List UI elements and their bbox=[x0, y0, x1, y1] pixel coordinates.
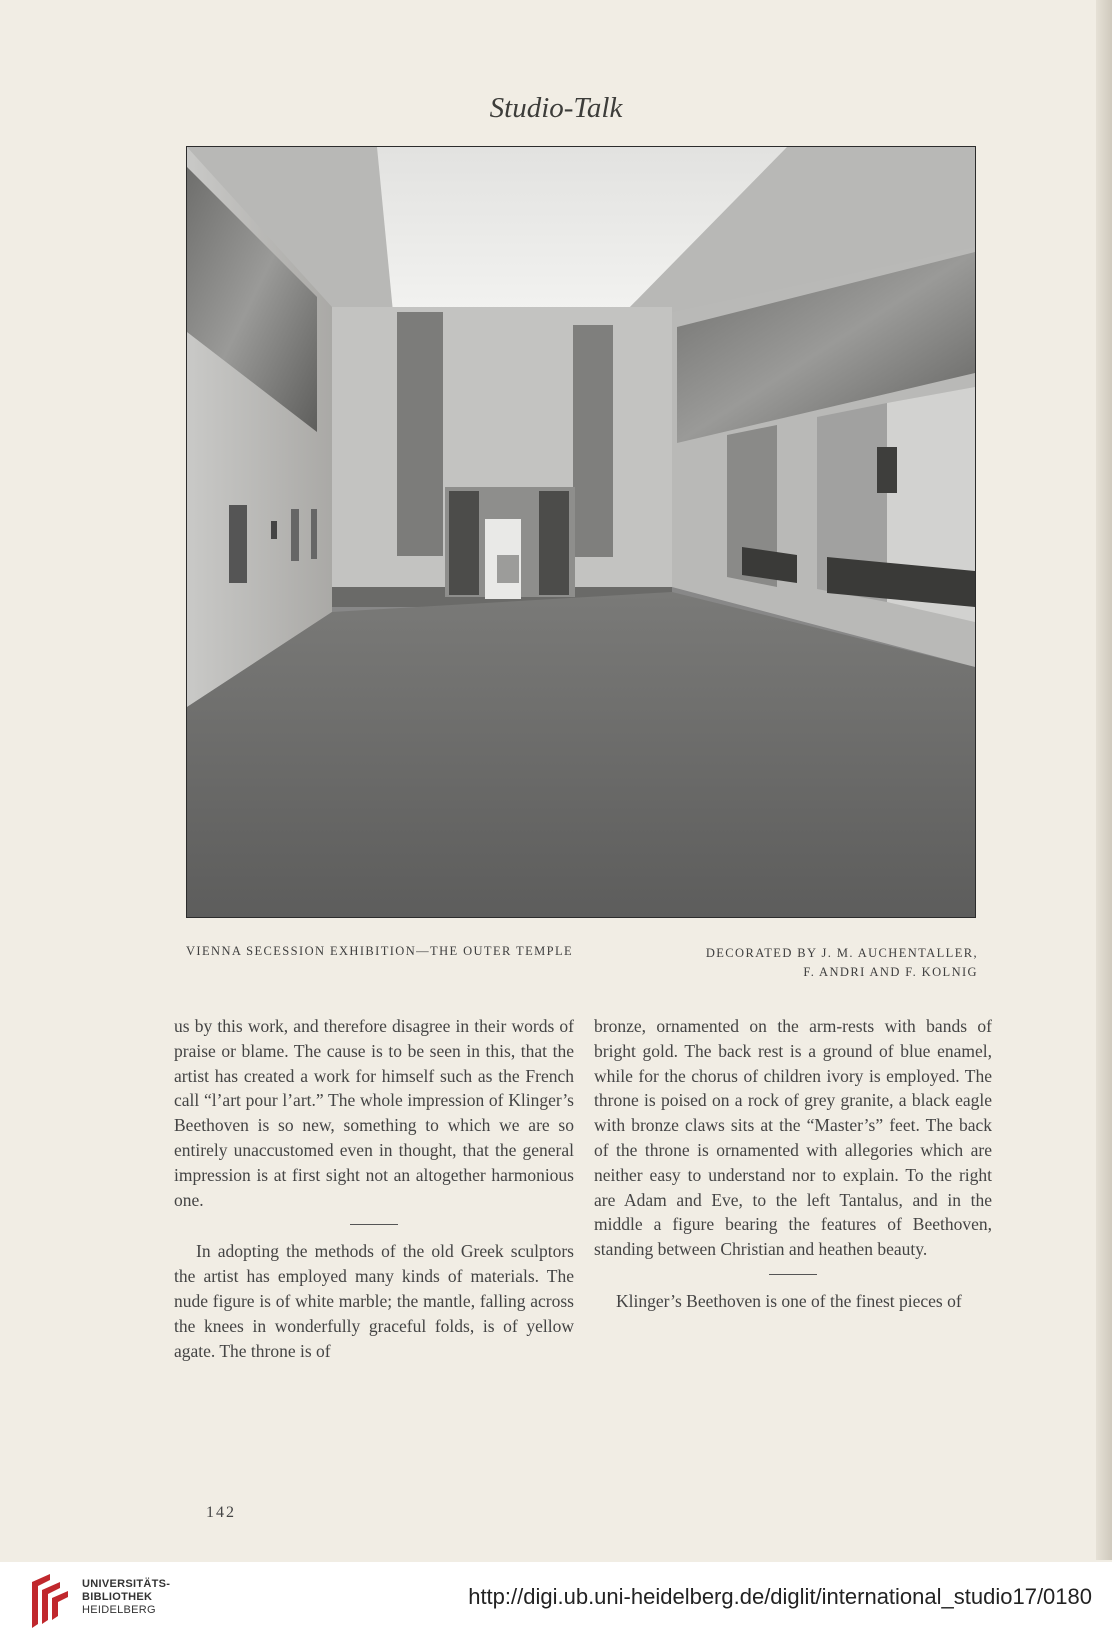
plate-caption-title: VIENNA SECESSION EXHIBITION—THE OUTER TEMPLE bbox=[186, 944, 574, 958]
left-paragraph-1: us by this work, and therefore disagree in their words of praise or blame. The cause is to be seen in this, that the artist has created a work for himself such as the French call “l’art pour l’art.” The whole impression of Klinger’s Beethoven is so new, something to which we are so entirely unaccustomed even in thought, that the general impression is at first sight not an altogether harmonious one. bbox=[174, 1016, 574, 1210]
caption-credit-line-2: F. ANDRI AND F. KOLNIG bbox=[803, 965, 978, 979]
digitization-footer bbox=[0, 1562, 1112, 1640]
source-url-link[interactable]: http://digi.ub.uni-heidelberg.de/diglit/international_studio17/0180 bbox=[468, 1584, 1092, 1609]
section-rule bbox=[769, 1274, 817, 1275]
right-column bbox=[594, 1014, 992, 1314]
right-paragraph-1: bronze, ornamented on the arm-rests with bands of bright gold. The back rest is a ground of blue enamel, while for the chorus of children ivory is employed. The throne is poised on a rock of grey granite, a black eagle with bronze claws sits at the “Master’s” feet. The back of the throne is ornamented with allegories which are neither easy to understand nor to explain. To the right are Adam and Eve, to the left Tantalus, and in the middle a figure bearing the features of Beethoven, standing between Christian and heathen beauty. bbox=[594, 1016, 992, 1260]
university-library-logo-icon bbox=[26, 1572, 72, 1630]
photo-plate bbox=[186, 146, 976, 918]
left-paragraph-2: In adopting the methods of the old Greek sculptors the artist has employed many kinds of materials. The nude figure is of white marble; the mantle, falling across the knees in wonderfully graceful folds, is of yellow agate. The throne is of bbox=[174, 1241, 574, 1361]
running-head: Studio-Talk bbox=[489, 92, 623, 124]
page-number: 142 bbox=[206, 1504, 236, 1521]
library-name bbox=[82, 1578, 170, 1617]
section-rule bbox=[350, 1224, 398, 1225]
library-name-line-2: BIBLIOTHEK bbox=[82, 1591, 153, 1603]
left-column bbox=[174, 1014, 574, 1363]
right-paragraph-2: Klinger’s Beethoven is one of the finest pieces of bbox=[616, 1290, 962, 1311]
exhibition-hall-photo bbox=[187, 147, 975, 917]
page-edge bbox=[1096, 0, 1112, 1560]
library-name-line-3: HEIDELBERG bbox=[82, 1604, 156, 1616]
library-name-line-1: UNIVERSITÄTS- bbox=[82, 1578, 171, 1590]
caption-credit-line-1: DECORATED BY J. M. AUCHENTALLER, bbox=[705, 946, 978, 960]
plate-caption-credit bbox=[706, 944, 978, 982]
